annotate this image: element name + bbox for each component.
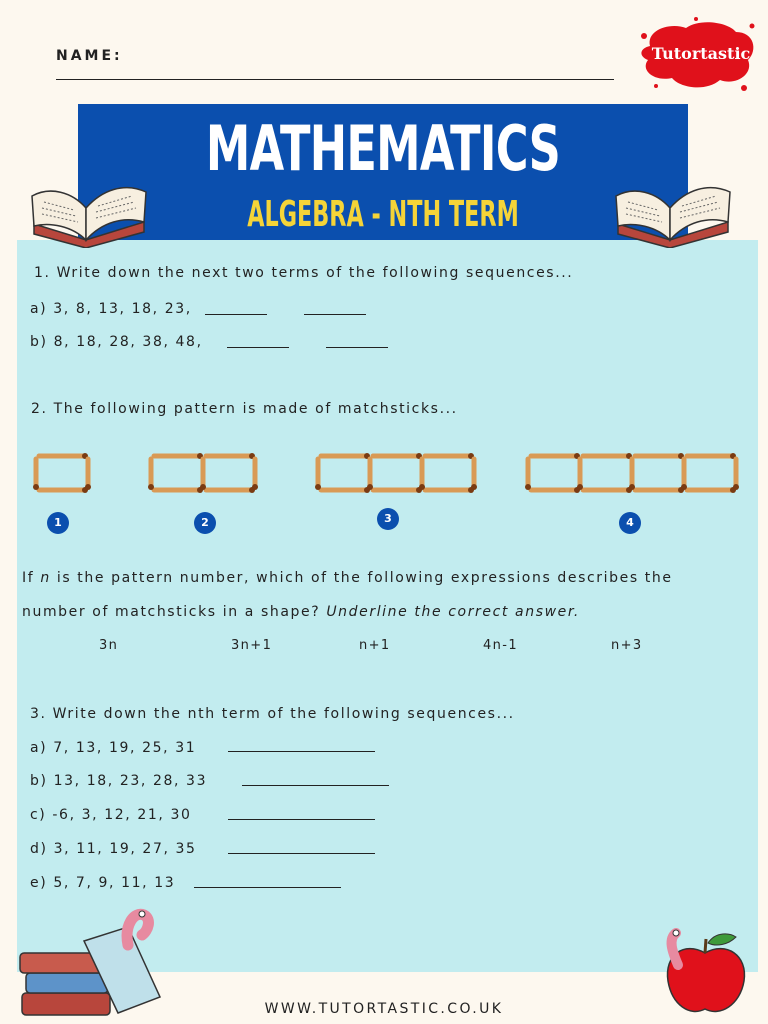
matchstick-head — [315, 484, 321, 490]
question-3b-sequence: b) 13, 18, 23, 28, 33 — [30, 773, 208, 789]
question-2-text-line2: number of matchsticks in a shape? Underline the correct answer. — [22, 604, 580, 620]
matchsticks — [33, 453, 739, 493]
matchstick-head — [148, 484, 154, 490]
matchstick-head — [525, 484, 531, 490]
question-3d-sequence: d) 3, 11, 19, 27, 35 — [30, 841, 197, 857]
matchstick-head — [629, 484, 635, 490]
answer-option[interactable]: 3n — [99, 638, 119, 653]
answer-line[interactable] — [304, 314, 366, 315]
question-1-prompt: 1. Write down the next two terms of the following sequences... — [34, 265, 574, 281]
answer-line[interactable] — [227, 347, 289, 348]
name-line[interactable] — [56, 79, 614, 80]
open-book-icon — [612, 178, 734, 248]
matchstick-head — [252, 484, 258, 490]
page-subtitle: ALGEBRA - NTH TERM — [247, 194, 519, 235]
matchstick-head — [733, 484, 739, 490]
question-1b-sequence: b) 8, 18, 28, 38, 48, — [30, 334, 203, 350]
pattern-number-badge: 1 — [47, 512, 69, 534]
answer-line[interactable] — [228, 751, 375, 752]
pattern-number-badge: 3 — [377, 508, 399, 530]
answer-line[interactable] — [194, 887, 341, 888]
question-2-prompt: 2. The following pattern is made of matchsticks... — [31, 401, 458, 417]
matchstick-head — [681, 484, 687, 490]
matchstick-head — [367, 484, 373, 490]
answer-line[interactable] — [326, 347, 388, 348]
open-book-icon — [28, 178, 150, 248]
question-1a-sequence: a) 3, 8, 13, 18, 23, — [30, 301, 192, 317]
matchstick-head — [200, 484, 206, 490]
matchstick-head — [471, 484, 477, 490]
question-3a-sequence: a) 7, 13, 19, 25, 31 — [30, 740, 197, 756]
matchstick-head — [85, 484, 91, 490]
footer-website[interactable]: WWW.TUTORTASTIC.CO.UK — [264, 1001, 504, 1017]
logo-text: Tutortastic — [651, 44, 751, 63]
question-3e-sequence: e) 5, 7, 9, 11, 13 — [30, 875, 176, 891]
answer-option[interactable]: 4n-1 — [483, 638, 519, 653]
page-title: MATHEMATICS — [205, 112, 561, 185]
answer-option[interactable]: n+3 — [611, 638, 643, 653]
question-3-prompt: 3. Write down the nth term of the following sequences... — [30, 706, 515, 722]
pattern-number-badge: 2 — [194, 512, 216, 534]
matchstick-head — [419, 484, 425, 490]
question-3c-sequence: c) -6, 3, 12, 21, 30 — [30, 807, 192, 823]
answer-line[interactable] — [242, 785, 389, 786]
question-2-text-line1: If n is the pattern number, which of the following expressions describes the — [22, 570, 673, 586]
answer-line[interactable] — [228, 853, 375, 854]
name-label: NAME: — [56, 48, 123, 64]
matchstick-head — [33, 484, 39, 490]
pattern-number-badge: 4 — [619, 512, 641, 534]
answer-line[interactable] — [205, 314, 267, 315]
answer-line[interactable] — [228, 819, 375, 820]
answer-option[interactable]: n+1 — [359, 638, 391, 653]
matchstick-head — [577, 484, 583, 490]
answer-option[interactable]: 3n+1 — [231, 638, 273, 653]
